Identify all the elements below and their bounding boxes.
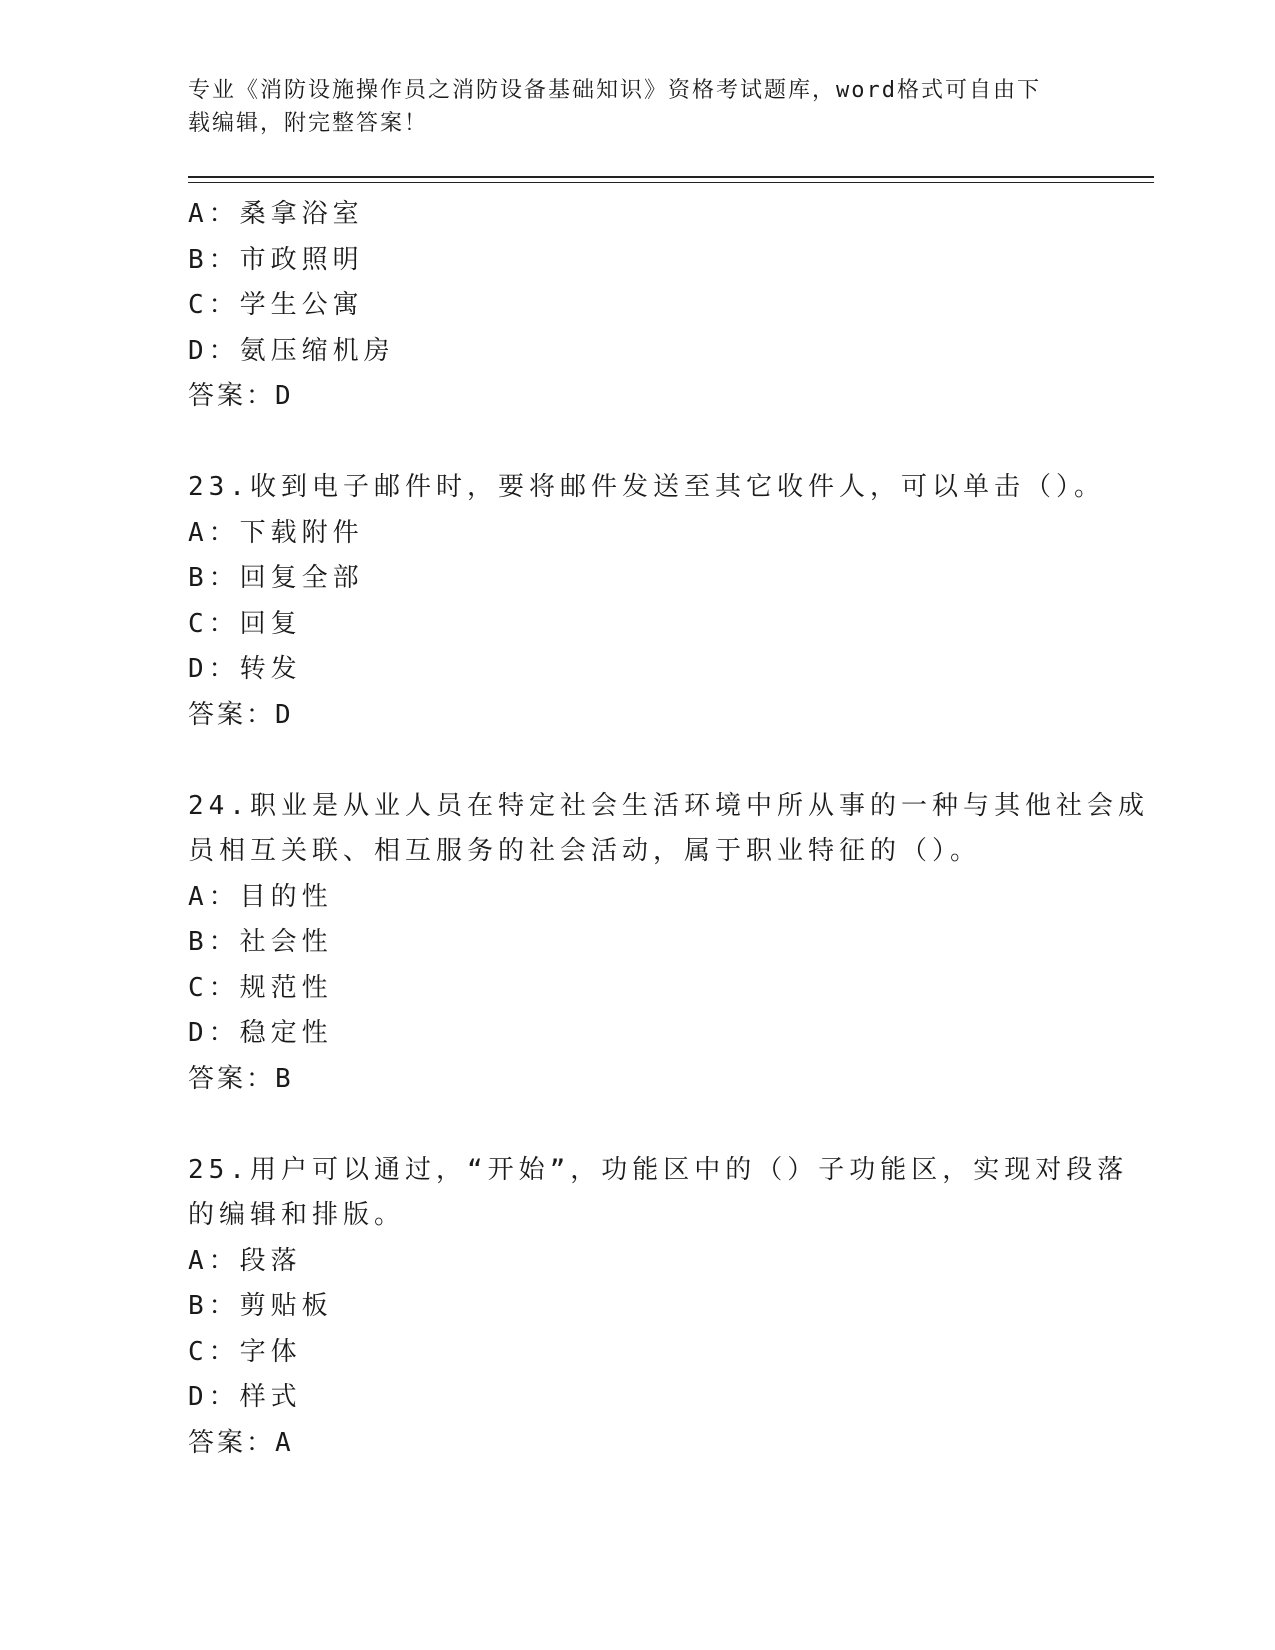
question-text-line-1: 25.用户可以通过，“开始”，功能区中的（）子功能区，实现对段落 — [188, 1154, 1129, 1185]
option-d: D：稳定性 — [188, 1018, 333, 1048]
answer-line: 答案：D — [188, 699, 294, 730]
option-a: A：目的性 — [188, 881, 333, 912]
spacer — [188, 420, 1088, 466]
question-block — [188, 465, 1105, 738]
option-b: B：市政照明 — [188, 244, 364, 275]
header-line-2: 载编辑，附完整答案！ — [188, 111, 429, 136]
question-block — [188, 784, 1149, 1103]
option-c: C：字体 — [188, 1336, 302, 1367]
option-c: C：学生公寓 — [188, 290, 364, 320]
option-b: B：社会性 — [188, 927, 333, 957]
option-c: C：规范性 — [188, 972, 333, 1003]
option-b: B：剪贴板 — [188, 1291, 333, 1321]
option-d: D：转发 — [188, 654, 302, 684]
question-list — [188, 192, 1149, 1466]
spacer — [188, 738, 1088, 784]
question-block — [188, 192, 1088, 420]
answer-line: 答案：A — [188, 1427, 294, 1458]
spacer — [188, 1102, 1088, 1148]
option-a: A：下载附件 — [188, 517, 364, 548]
question-text-line-2: 的编辑和排版。 — [188, 1200, 406, 1230]
question-block — [188, 1148, 1129, 1467]
option-d: D：样式 — [188, 1382, 302, 1412]
question-text: 23.收到电子邮件时，要将邮件发送至其它收件人，可以单击（）。 — [188, 472, 1105, 502]
header-divider-thin — [188, 182, 1154, 183]
option-a: A：段落 — [188, 1245, 302, 1276]
option-a: A：桑拿浴室 — [188, 199, 364, 229]
answer-line: 答案：B — [188, 1063, 294, 1094]
header-divider-thick — [188, 176, 1154, 178]
option-b: B：回复全部 — [188, 563, 364, 593]
header-line-1: 专业《消防设施操作员之消防设备基础知识》资格考试题库，word格式可自由下 — [188, 78, 1041, 103]
option-d: D：氨压缩机房 — [188, 335, 395, 366]
question-text-line-1: 24.职业是从业人员在特定社会生活环境中所从事的一种与其他社会成 — [188, 790, 1149, 821]
answer-line: 答案：D — [188, 381, 294, 411]
option-c: C：回复 — [188, 608, 302, 639]
document-header — [188, 74, 1088, 140]
question-text-line-2: 员相互关联、相互服务的社会活动，属于职业特征的（）。 — [188, 836, 982, 866]
